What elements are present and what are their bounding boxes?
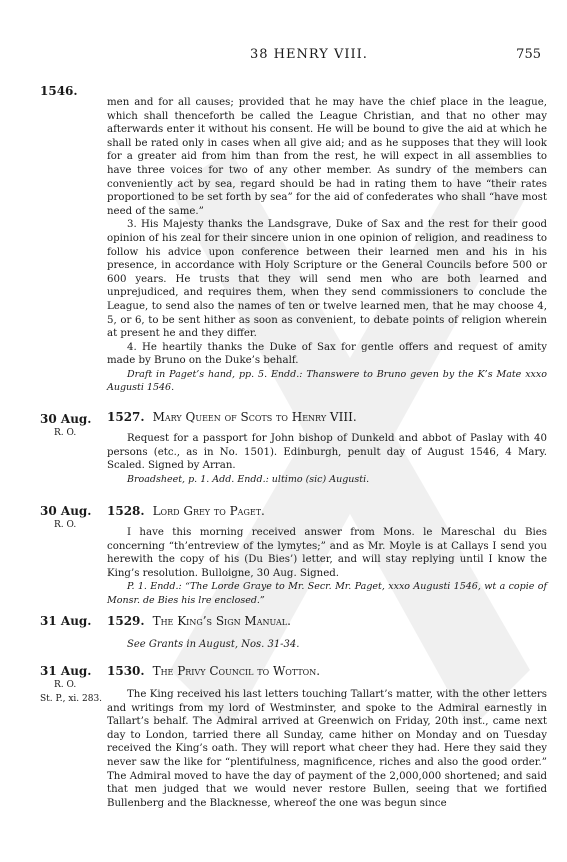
entry-text: See Grants in August, Nos. 31-34. xyxy=(127,639,300,650)
page-number: 755 xyxy=(516,47,541,62)
paragraph: men and for all causes; provided that he may have the chief place in the league, which shall thenceforth be called the League Christian, and that no other may afterwards enter it without his consent. He will be bound to give the aid at which he shall be rated only in cases when all give aid; and as he supposes that they will look for a greater aid from him than from the rest, he will expect in all assemblies to have three voices for two of any other member. As sundry of the members can conveniently act by sea, regard should be had in rating them to have “their rates proportioned to be set forth by sea” for the aid of confederates who shall “have most need of the same.” xyxy=(107,97,547,217)
entry-heading: 1527. Mary Queen of Scots to Henry VIII. xyxy=(107,410,357,424)
margin-entry-1528: 30 Aug. R. O. xyxy=(40,504,92,530)
entry-heading: 1530. The Privy Council to Wotton. xyxy=(107,664,321,678)
margin-entry-1530: 31 Aug. R. O. St. P., xi. 283. xyxy=(40,664,103,704)
entry-text: The King received his last letters touching Tallart’s matter, with the other letters and writings from my lord of Westminster, and spoke to the Admiral earnestly in Tallart’s behalf. The Admiral arrived at Greenwich on Friday, 20th inst., came next day to London, tarried there all Sunday, came hither on Monday and on Tuesday received the King’s oath. They will report what cheer they had. Here they said they never saw the like for “plentifulness, magnificence, riches and also the good order.” The Admiral moved to have the day of payment of the 2,000,000 shortened; and said that men judged that we would never restore Bullen, seeing that we fortified Bullenberg and the Blacknesse, whereof the one was begun since xyxy=(107,689,547,809)
entry-text: Request for a passport for John bishop of Dunkeld and abbot of Paslay with 40 persons (etc., as in No. 1501). Edinburgh, penult day of August 1546, 4 Mary. Scaled. Signed by Arran. Broadsheet, p. 1. Add. Endd.: ultimo (sic) Augusti. xyxy=(107,433,547,485)
paragraph: 3. His Majesty thanks the Landsgrave, Duke of Sax and the rest for their good opinion of his zeal for their sincere union in one opinion of religion, and readiness to follow his advice upon conference between their learned men and his in his presence, in accordance with Holy Scripture or the General Councils before 500 or 600 years. He trusts that they will send men who are both learned and unprejudiced, and requires them, when they send commissioners to conclude the League, to send also the names of ten or twelve learned men, that he may choose 4, 5, or 6, to be sent hither as soon as convenient, to debate points of religion wherein at present he and they differ. xyxy=(107,219,547,340)
source-note: Draft in Paget’s hand, pp. 5. Endd.: Thanswere to Bruno geven by the K’s Mate xxxo Augusti 1546. xyxy=(107,368,547,394)
paragraph: 4. He heartily thanks the Duke of Sax for gentle offers and request of amity made by Bruno on the Duke’s behalf. xyxy=(107,341,547,367)
page-header xyxy=(0,47,567,67)
running-title: 38 HENRY VIII. xyxy=(250,47,368,62)
entry-heading: 1529. The King’s Sign Manual. xyxy=(107,614,291,628)
entry-heading: 1528. Lord Grey to Paget. xyxy=(107,504,265,518)
margin-entry-1529: 31 Aug. xyxy=(40,614,92,628)
margin-year: 1546. xyxy=(40,84,78,98)
margin-entry-1527: 30 Aug. R. O. xyxy=(40,412,92,438)
continuation-text xyxy=(107,96,547,395)
entry-text: I have this morning received answer from Mons. le Mareschal du Bies concerning “th’entreview of the lymytes;” and as Mr. Moyle is at Callays I send you herewith the copy of his (Du Bies’) letter, and will stay replying until I know the King’s resolution. Bulloigne, 30 Aug. Signed. P. 1. Endd.: “The Lorde Graye to Mr. Secr. Mr. Paget, xxxo Augusti 1546, wt a copie of Monsr. de Bies his lre enclosed.” xyxy=(107,527,547,606)
